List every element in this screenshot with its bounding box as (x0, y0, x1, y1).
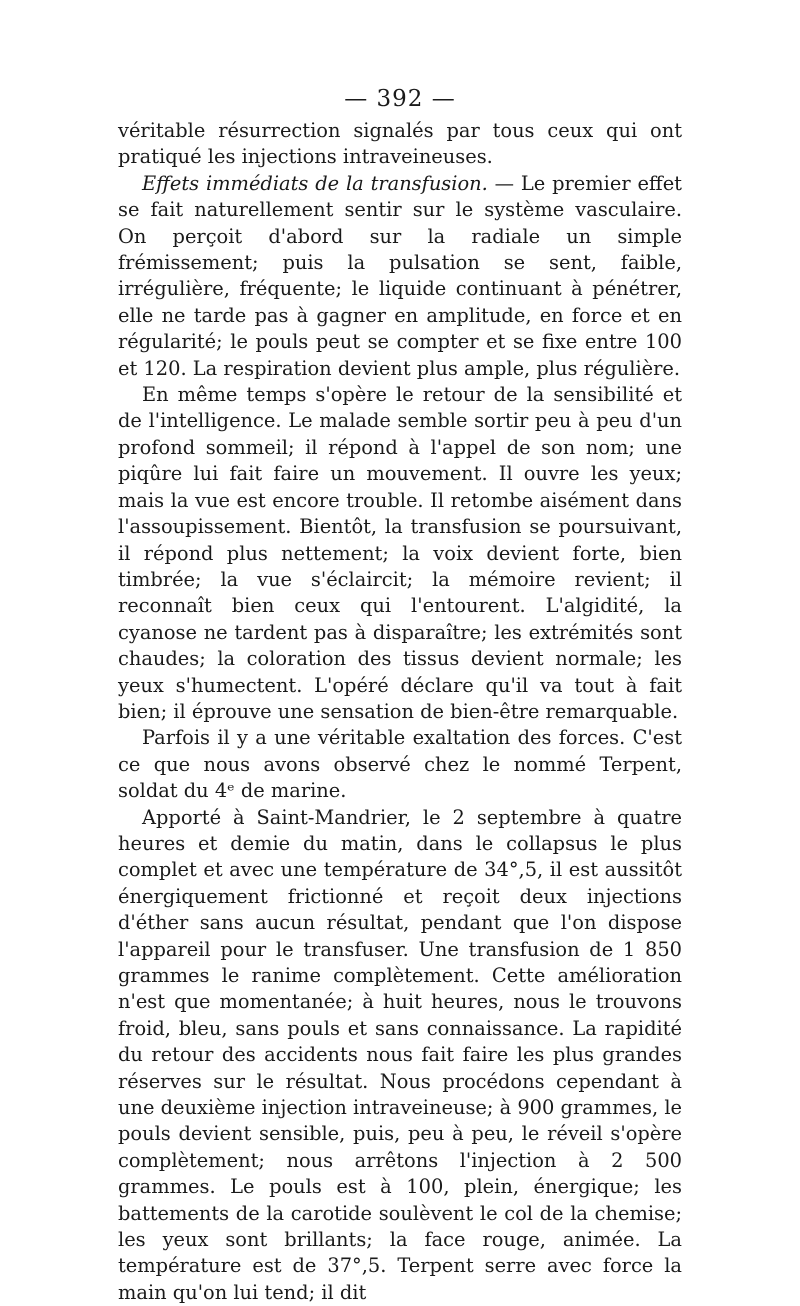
book-page (118, 84, 682, 1306)
paragraph-text: Parfois il y a une véritable exaltation des forces. C'est ce que nous avons observé chez le nommé Terpent, soldat du 4ᵉ de marine. (118, 726, 682, 803)
paragraph-text: Apporté à Saint-Mandrier, le 2 septembre à quatre heures et demie du matin, dans le collapsus le plus complet et avec une température de 34°,5, il est aussitôt énergiquement frictionné et reçoit deux injections d'éther sans aucun résultat, pendant que l'on dispose l'appareil pour le transfuser. Une transfusion de 1 850 grammes le ranime complètement. Cette amélioration n'est que momentanée; à huit heures, nous le trouvons froid, bleu, sans pouls et sans connaissance. La rapidité du retour des accidents nous fait faire les plus grandes réserves sur le résultat. Nous procédons cependant à une deuxième injection intraveineuse; à 900 grammes, le pouls devient sensible, puis, peu à peu, le réveil s'opère complètement; nous arrêtons l'injection à 2 500 grammes. Le pouls est à 100, plein, énergique; les battements de la carotide soulèvent le col de la chemise; les yeux sont brillants; la face rouge, animée. La température est de 37°,5. Terpent serre avec force la main qu'on lui tend; il dit (118, 805, 682, 1304)
paragraph-text: — Le premier effet se fait naturellement sentir sur le système vasculaire. On perçoit d'abord sur la radiale un simple frémissement; puis la pulsation se sent, faible, irrégulière, fréquente; le liquide continuant à pénétrer, elle ne tarde pas à gagner en amplitude, en force et en régularité; le pouls peut se compter et se fixe entre 100 et 120. La respiration devient plus ample, plus régulière. (118, 171, 682, 380)
page-number: — 392 — (344, 86, 456, 112)
paragraph-effets (118, 171, 682, 382)
paragraph-text: véritable résurrection signalés par tous ceux qui ont pratiqué les injections intraveineuses. (118, 119, 682, 169)
section-heading: Effets immédiats de la transfusion. (142, 171, 488, 195)
paragraph-continuation (118, 118, 682, 171)
paragraph-observation (118, 805, 682, 1306)
paragraph-sensibilite (118, 382, 682, 725)
paragraph-text: En même temps s'opère le retour de la sensibilité et de l'intelligence. Le malade semble sortir peu à peu d'un profond sommeil; il répond à l'appel de son nom; une piqûre lui fait faire un mouvement. Il ouvre les yeux; mais la vue est encore trouble. Il retombe aisément dans l'assoupissement. Bientôt, la transfusion se poursuivant, il répond plus nettement; la voix devient forte, bien timbrée; la vue s'éclaircit; la mémoire revient; il reconnaît bien ceux qui l'entourent. L'algidité, la cyanose ne tardent pas à disparaître; les extrémités sont chaudes; la coloration des tissus devient normale; les yeux s'humectent. L'opéré déclare qu'il va tout à fait bien; il éprouve une sensation de bien-être remarquable. (118, 383, 682, 723)
paragraph-exaltation (118, 725, 682, 804)
